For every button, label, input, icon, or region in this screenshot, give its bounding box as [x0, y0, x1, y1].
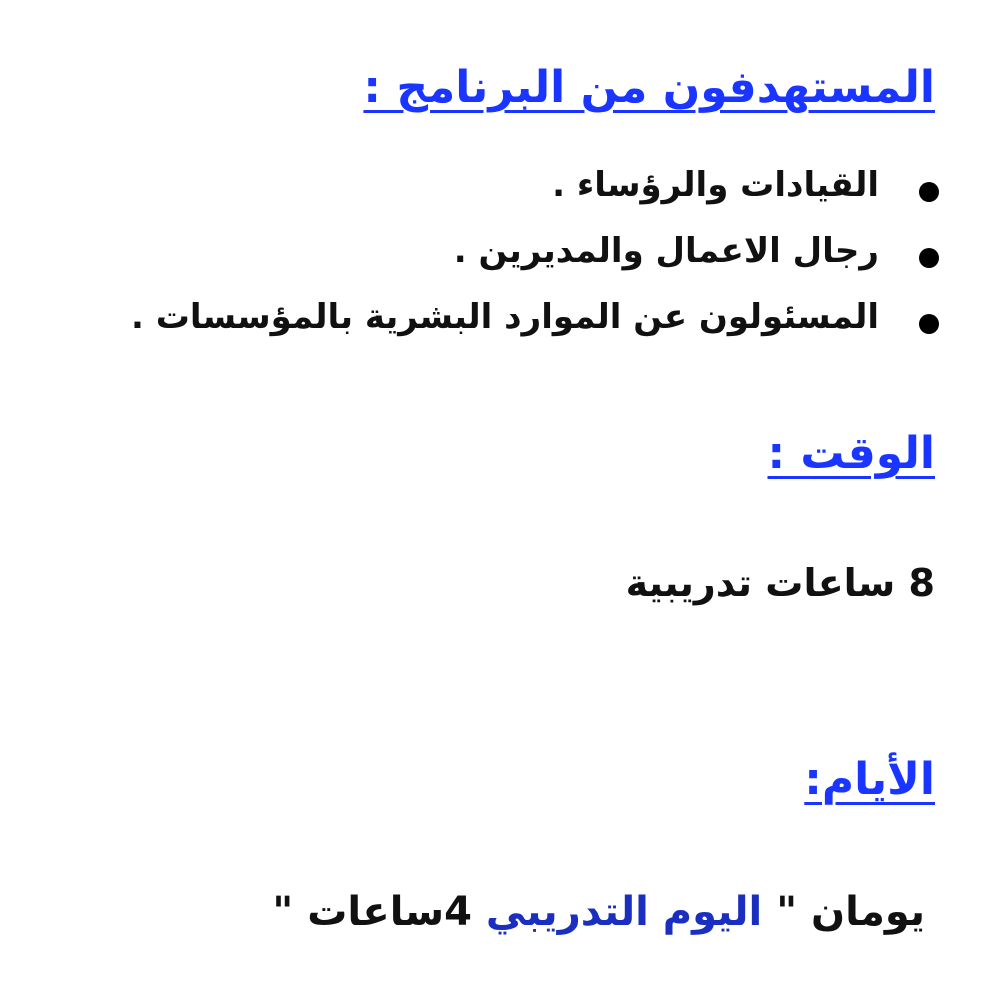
list-item-text: رجال الاعمال والمديرين .	[453, 231, 879, 271]
list-item	[131, 231, 879, 300]
audience-heading: المستهدفون من البرنامج :	[363, 62, 935, 113]
bullet-icon	[919, 248, 939, 268]
list-item	[131, 165, 879, 234]
days-heading: الأيام:	[804, 754, 935, 805]
days-prefix: يومان "	[776, 889, 925, 935]
list-item-text: المسئولون عن الموارد البشرية بالمؤسسات .	[130, 297, 879, 337]
time-text: 8 ساعات تدريبية	[625, 561, 935, 605]
list-item-text: القيادات والرؤساء .	[552, 165, 879, 205]
days-highlight: اليوم التدريبي	[485, 889, 763, 935]
bullet-icon	[919, 314, 939, 334]
time-heading: الوقت :	[767, 428, 935, 479]
bullet-icon	[919, 182, 939, 202]
days-suffix: 4ساعات "	[272, 889, 472, 935]
list-item	[130, 297, 879, 366]
audience-list	[130, 165, 879, 366]
days-text	[272, 889, 925, 935]
